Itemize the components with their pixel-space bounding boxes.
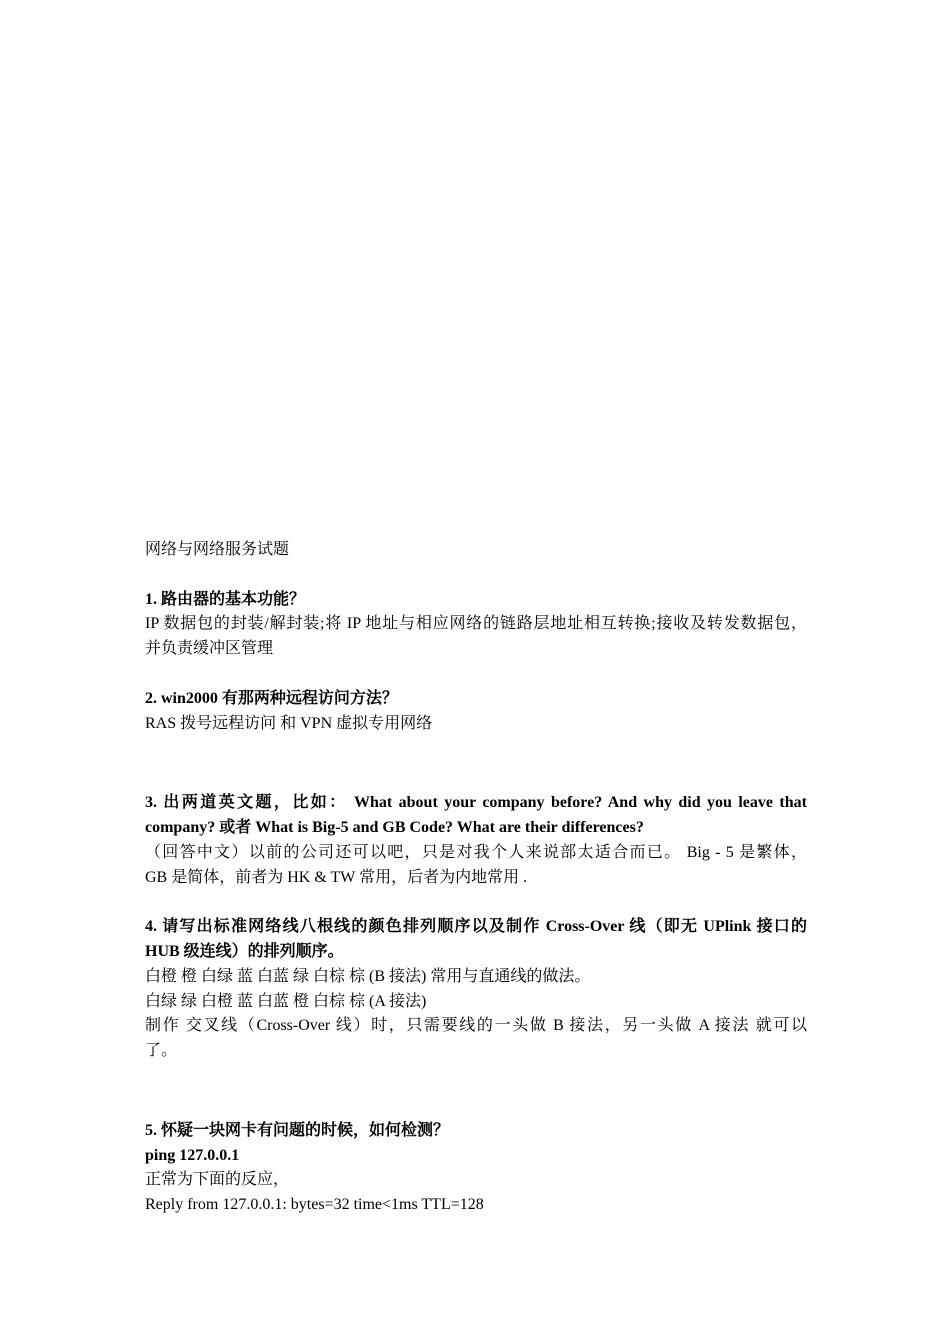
spacer: [145, 761, 807, 791]
spacer: [145, 1089, 807, 1119]
document-title: 网络与网络服务试题: [145, 541, 290, 558]
question-2-answer-line-1: RAS 拨号远程访问 和 VPN 虚拟专用网络: [145, 714, 433, 732]
question-3-heading-line-2: company? 或者 What is Big-5 and GB Code? What are their differences?: [145, 818, 644, 836]
question-4-heading-line-2: HUB 级连线）的排列顺序。: [145, 942, 344, 960]
question-4-answer-line-2: 白绿 绿 白橙 蓝 白蓝 橙 白棕 棕 (A 接法): [145, 992, 427, 1010]
question-4-heading-line-1: 4. 请写出标准网络线八根线的颜色排列顺序以及制作 Cross-Over 线（即无 UPlink 接口的: [145, 918, 807, 936]
question-4-answer-line-4: 了。: [145, 1042, 178, 1060]
question-2-heading: 2. win2000 有那两种远程访问方法？: [145, 689, 398, 707]
spacer: [145, 662, 807, 687]
question-3-heading-line-1: 3. 出两道英文题，比如： What about your company before? And why did you leave that: [145, 794, 807, 812]
question-3-answer-line-2: GB 是简体，前者为 HK & TW 常用，后者为内地常用 .: [145, 868, 528, 886]
question-3-answer-line-1: （回答中文）以前的公司还可以吧，只是对我个人来说部太适合而已。 Big - 5 是繁体，: [145, 843, 807, 861]
question-4-answer-line-3: 制作 交叉线（Cross-Over 线）时，只需要线的一头做 B 接法，另一头做 A 接法 就可以: [145, 1017, 807, 1035]
question-5-heading: 5. 怀疑一块网卡有问题的时候，如何检测？: [145, 1121, 450, 1139]
question-5-answer-line-2: Reply from 127.0.0.1: bytes=32 time<1ms TTL=128: [145, 1196, 484, 1214]
question-5-command: ping 127.0.0.1: [145, 1146, 240, 1164]
spacer: [145, 563, 807, 588]
question-5-answer-line-1: 正常为下面的反应，: [145, 1171, 290, 1189]
question-1-answer-line-1: IP 数据包的封装/解封装;将 IP 地址与相应网络的链路层地址相互转换;接收及转发数据包，: [145, 615, 807, 633]
question-1-heading: 1. 路由器的基本功能？: [145, 590, 306, 608]
question-1-answer-line-2: 并负责缓冲区管理: [145, 640, 274, 658]
spacer: [145, 1064, 807, 1089]
spacer: [145, 890, 807, 915]
question-4-answer-line-1: 白橙 橙 白绿 蓝 白蓝 绿 白棕 棕 (B 接法) 常用与直通线的做法。: [145, 967, 591, 985]
document-content: [145, 538, 807, 1218]
spacer: [145, 736, 807, 761]
